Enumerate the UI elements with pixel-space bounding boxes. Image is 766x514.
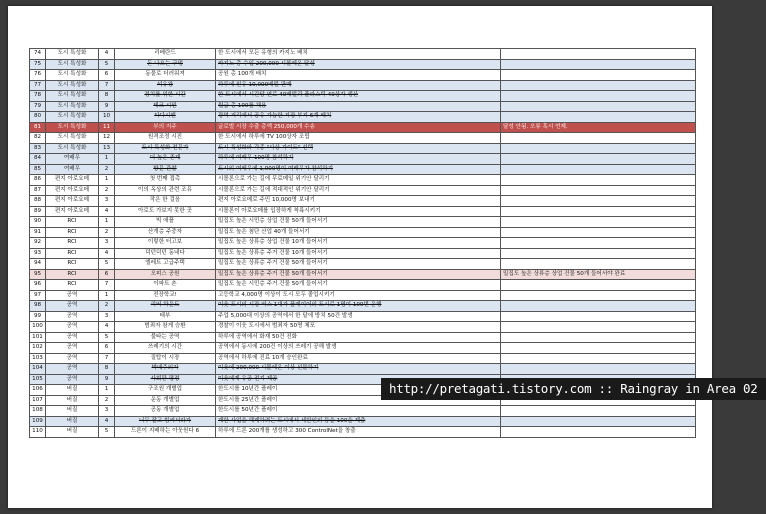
category-cell: 도시 특성화 xyxy=(46,133,99,144)
achievement-condition-cell: 경찰이 이웃 도시에서 범죄자 50명 체포 xyxy=(216,322,501,333)
category-cell: 도시 특성화 xyxy=(46,70,99,81)
note-cell xyxy=(501,91,696,102)
note-cell xyxy=(501,238,696,249)
table-row xyxy=(30,206,696,217)
category-index-cell: 4 xyxy=(99,416,115,427)
note-cell xyxy=(501,343,696,354)
row-number-cell: 75 xyxy=(30,59,46,70)
category-cell: 공역 xyxy=(46,290,99,301)
row-number-cell: 108 xyxy=(30,406,46,417)
category-cell: 버질 xyxy=(46,385,99,396)
achievement-condition-cell: 하루에 드론 200개를 생성하고 300 ControlNet을 창출 xyxy=(216,427,501,438)
row-number-cell: 109 xyxy=(30,416,46,427)
table-row xyxy=(30,248,696,259)
achievement-name-cell: 오피스 공원 xyxy=(115,269,216,280)
achievement-name-cell: 운동 개별업 xyxy=(115,395,216,406)
category-index-cell: 8 xyxy=(99,91,115,102)
watermark-caption: http://pretagati.tistory.com :: Raingray in Area 02 xyxy=(381,378,766,400)
note-cell xyxy=(501,364,696,375)
achievement-condition-cell: 시몰론으로 가는 길에 무료메일 위기안 달리기 xyxy=(216,175,501,186)
category-cell: 편지 아로요메 xyxy=(46,175,99,186)
table-row xyxy=(30,343,696,354)
table-row xyxy=(30,269,696,280)
category-cell: RCI xyxy=(46,269,99,280)
category-index-cell: 2 xyxy=(99,164,115,175)
achievement-name-cell: 도시 특성화 전문가 xyxy=(115,143,216,154)
category-index-cell: 5 xyxy=(99,259,115,270)
table-row xyxy=(30,175,696,186)
note-cell xyxy=(501,59,696,70)
row-number-cell: 104 xyxy=(30,364,46,375)
table-row xyxy=(30,49,696,60)
category-cell: RCI xyxy=(46,248,99,259)
achievement-condition-cell: 하루에 공역에서 화재 50건 진화 xyxy=(216,332,501,343)
table-row xyxy=(30,101,696,112)
table-row xyxy=(30,164,696,175)
row-number-cell: 90 xyxy=(30,217,46,228)
achievement-name-cell: 방문 관찰 xyxy=(115,164,216,175)
category-index-cell: 6 xyxy=(99,343,115,354)
category-index-cell: 1 xyxy=(99,217,115,228)
achievement-condition-cell: 공원 총 100개 배치 xyxy=(216,70,501,81)
achievement-condition-cell: 한도시를 10년간 플레이 xyxy=(216,385,501,396)
note-cell xyxy=(501,112,696,123)
achievement-name-cell: 전장학교! xyxy=(115,290,216,301)
note-cell xyxy=(501,416,696,427)
achievement-condition-cell: 밀집도 높은 상류층 주거 건물 50개 들어서기 xyxy=(216,259,501,270)
achievement-condition-cell: 한도시를 50년간 플레이 xyxy=(216,406,501,417)
category-index-cell: 2 xyxy=(99,395,115,406)
category-cell: 도시 특성화 xyxy=(46,59,99,70)
category-cell: 버질 xyxy=(46,406,99,417)
achievement-condition-cell: 한 도시에서 시간당 연료 40배럴과 플라스틱 40상자 생산 xyxy=(216,91,501,102)
table-row xyxy=(30,154,696,165)
category-cell: 도시 특성화 xyxy=(46,143,99,154)
category-index-cell: 9 xyxy=(99,101,115,112)
achievement-name-cell: 석유왕 xyxy=(115,80,216,91)
achievement-name-cell: 동물로 더러워져 xyxy=(115,70,216,81)
category-cell: 공역 xyxy=(46,332,99,343)
achievement-name-cell: 엘레트 고급주택 xyxy=(115,259,216,270)
achievement-name-cell: 질탑이 시장 xyxy=(115,353,216,364)
note-cell xyxy=(501,206,696,217)
achievement-name-cell: 불타는 공역 xyxy=(115,332,216,343)
category-cell: 버질 xyxy=(46,395,99,406)
table-row xyxy=(30,185,696,196)
note-cell xyxy=(501,322,696,333)
note-cell xyxy=(501,101,696,112)
achievement-condition-cell: 편지 아로요메로 주민 10,000명 보내기 xyxy=(216,196,501,207)
table-row xyxy=(30,332,696,343)
achievement-condition-cell: 하루에 여배우 100명 참석하기 xyxy=(216,154,501,165)
category-cell: 도시 특성화 xyxy=(46,80,99,91)
row-number-cell: 102 xyxy=(30,343,46,354)
achievement-name-cell: 테크 시민 xyxy=(115,101,216,112)
row-number-cell: 84 xyxy=(30,154,46,165)
category-index-cell: 5 xyxy=(99,427,115,438)
table-row xyxy=(30,143,696,154)
category-index-cell: 6 xyxy=(99,269,115,280)
note-cell xyxy=(501,311,696,322)
row-number-cell: 97 xyxy=(30,290,46,301)
achievement-condition-cell: 한 도시에서 모든 유형의 카지노 배치 xyxy=(216,49,501,60)
category-cell: 도시 특성화 xyxy=(46,112,99,123)
achievement-condition-cell: 이웃에 200,000 시몰레온 이상 선물하기 xyxy=(216,364,501,375)
achievement-condition-cell: 이웃 도시의 시장 버스 1대가 플레이어의 도시로 1명이 100번 운행 xyxy=(216,301,501,312)
category-index-cell: 3 xyxy=(99,196,115,207)
row-number-cell: 98 xyxy=(30,301,46,312)
category-index-cell: 1 xyxy=(99,385,115,396)
row-number-cell: 107 xyxy=(30,395,46,406)
achievement-condition-cell: 밀집도 높은 상류층 주거 건물 10개 들어서기 xyxy=(216,248,501,259)
table-row xyxy=(30,59,696,70)
achievement-name-cell: 돈 나오는 구멍 xyxy=(115,59,216,70)
table-row xyxy=(30,112,696,123)
category-cell: RCI xyxy=(46,280,99,291)
row-number-cell: 106 xyxy=(30,385,46,396)
achievement-condition-cell: 광역 거리에서 공유 가능한 저장 부지 6개 배치 xyxy=(216,112,501,123)
row-number-cell: 110 xyxy=(30,427,46,438)
note-cell xyxy=(501,175,696,186)
achievement-name-cell: 작은 한 걸음 xyxy=(115,196,216,207)
achievement-condition-cell: 시몰론이 아로요메를 입장하게 착륙시키기 xyxy=(216,206,501,217)
note-cell xyxy=(501,248,696,259)
category-index-cell: 11 xyxy=(99,122,115,133)
achievement-condition-cell: 한도시를 25년간 플레이 xyxy=(216,395,501,406)
category-index-cell: 9 xyxy=(99,374,115,385)
note-cell xyxy=(501,353,696,364)
note-cell xyxy=(501,49,696,60)
category-cell: 도시 특성화 xyxy=(46,101,99,112)
achievement-condition-cell: 공역에서 동시에 200건 이상의 쓰레기 공해 발생 xyxy=(216,343,501,354)
row-number-cell: 96 xyxy=(30,280,46,291)
category-cell: 여배우 xyxy=(46,154,99,165)
row-number-cell: 83 xyxy=(30,143,46,154)
achievement-name-cell: 사회판 평정 xyxy=(115,374,216,385)
note-cell xyxy=(501,143,696,154)
category-index-cell: 2 xyxy=(99,227,115,238)
category-index-cell: 1 xyxy=(99,175,115,186)
row-number-cell: 99 xyxy=(30,311,46,322)
category-cell: 편지 아로요메 xyxy=(46,185,99,196)
achievement-condition-cell: 시몰론으로 가는 길에 적대적인 위기안 달리기 xyxy=(216,185,501,196)
row-number-cell: 89 xyxy=(30,206,46,217)
achievement-name-cell: 리버 하운드 xyxy=(115,301,216,312)
row-number-cell: 103 xyxy=(30,353,46,364)
note-cell xyxy=(501,290,696,301)
table-row xyxy=(30,311,696,322)
table-row xyxy=(30,133,696,144)
note-cell xyxy=(501,301,696,312)
category-cell: 편지 아로요메 xyxy=(46,196,99,207)
category-cell: RCI xyxy=(46,227,99,238)
category-index-cell: 5 xyxy=(99,332,115,343)
row-number-cell: 92 xyxy=(30,238,46,249)
achievement-condition-cell: 밀집도 높은 첨단 산업 40개 들어서기 xyxy=(216,227,501,238)
achievement-name-cell: 더 높은 존재 xyxy=(115,154,216,165)
achievement-name-cell: 이렇한 터고보 xyxy=(115,238,216,249)
note-cell: 달성 안됨. 오류 혹시 언제. xyxy=(501,122,696,133)
row-number-cell: 86 xyxy=(30,175,46,186)
note-cell xyxy=(501,133,696,144)
row-number-cell: 78 xyxy=(30,91,46,102)
note-cell: 밀집도 높은 상류층 상업 건물 50개 들어서야 완료 xyxy=(501,269,696,280)
table-row xyxy=(30,217,696,228)
table-row xyxy=(30,406,696,417)
category-index-cell: 3 xyxy=(99,238,115,249)
note-cell xyxy=(501,332,696,343)
note-cell xyxy=(501,196,696,207)
category-index-cell: 12 xyxy=(99,133,115,144)
category-index-cell: 4 xyxy=(99,49,115,60)
achievement-condition-cell: 밀집도 높은 시민층 주거 건물 50개 들어서기 xyxy=(216,280,501,291)
note-cell xyxy=(501,227,696,238)
table-row xyxy=(30,196,696,207)
row-number-cell: 95 xyxy=(30,269,46,280)
category-cell: 공역 xyxy=(46,301,99,312)
achievement-condition-cell: 주업 5,000대 이상의 공역에서 한 달에 방치 50건 발생 xyxy=(216,311,501,322)
note-cell xyxy=(501,280,696,291)
note-cell xyxy=(501,185,696,196)
row-number-cell: 77 xyxy=(30,80,46,91)
achievement-name-cell: 아로도 가보지 못한 곳 xyxy=(115,206,216,217)
achievement-name-cell: 태부 xyxy=(115,311,216,322)
row-number-cell: 80 xyxy=(30,112,46,123)
row-number-cell: 94 xyxy=(30,259,46,270)
achievement-condition-cell: 밀집도 높은 상류층 주거 건물 50개 들어서기 xyxy=(216,269,501,280)
category-cell: 도시 특성화 xyxy=(46,122,99,133)
category-cell: 버질 xyxy=(46,427,99,438)
row-number-cell: 76 xyxy=(30,70,46,81)
achievement-condition-cell: 월급 총 100를 채용 xyxy=(216,101,501,112)
achievement-condition-cell: 재한 사업을 해제하려는 도시에서 세한인의 등을 100을 제출 xyxy=(216,416,501,427)
row-number-cell: 91 xyxy=(30,227,46,238)
table-row xyxy=(30,280,696,291)
achievement-name-cell: 산개층 주중자 xyxy=(115,227,216,238)
achievement-name-cell: 공동 개별업 xyxy=(115,406,216,417)
table-row xyxy=(30,80,696,91)
achievement-name-cell: 원격조정 시진 xyxy=(115,133,216,144)
achievement-name-cell: 이파트 촌 xyxy=(115,280,216,291)
achievement-name-cell: 타다시엔 xyxy=(115,112,216,123)
category-cell: RCI xyxy=(46,259,99,270)
achievement-name-cell: 이의 옥상의 관련 조유 xyxy=(115,185,216,196)
category-index-cell: 8 xyxy=(99,364,115,375)
achievement-name-cell: 첫 번째 접촉 xyxy=(115,175,216,186)
category-cell: 편지 아로요메 xyxy=(46,206,99,217)
table-row xyxy=(30,122,696,133)
row-number-cell: 93 xyxy=(30,248,46,259)
category-index-cell: 10 xyxy=(99,112,115,123)
category-index-cell: 4 xyxy=(99,206,115,217)
table-row xyxy=(30,353,696,364)
achievement-condition-cell: 하루에 원유 10,000배럴 판매 xyxy=(216,80,501,91)
table-row xyxy=(30,364,696,375)
achievement-condition-cell: 한 도시에서 하루에 TV 100상자 조립 xyxy=(216,133,501,144)
row-number-cell: 101 xyxy=(30,332,46,343)
achievement-condition-cell: 글로벌 시장 수출 총액 250,000개 수송 xyxy=(216,122,501,133)
category-cell: RCI xyxy=(46,238,99,249)
category-index-cell: 4 xyxy=(99,322,115,333)
achievement-name-cell: 부의 지주 xyxy=(115,122,216,133)
category-index-cell: 7 xyxy=(99,353,115,364)
category-cell: 공역 xyxy=(46,353,99,364)
category-index-cell: 13 xyxy=(99,143,115,154)
achievement-name-cell: 덕던덕던 동네다 xyxy=(115,248,216,259)
category-index-cell: 3 xyxy=(99,406,115,417)
category-cell: 공역 xyxy=(46,374,99,385)
achievement-name-cell: 박애주의자 xyxy=(115,364,216,375)
row-number-cell: 88 xyxy=(30,196,46,207)
achievement-condition-cell: 밀집도 높은 상류층 상업 건물 10개 들어서기 xyxy=(216,238,501,249)
row-number-cell: 81 xyxy=(30,122,46,133)
table-row xyxy=(30,227,696,238)
row-number-cell: 100 xyxy=(30,322,46,333)
achievement-condition-cell: 고등학교 4,000명 이상이 도시 모두 졸업시키기 xyxy=(216,290,501,301)
note-cell xyxy=(501,154,696,165)
row-number-cell: 85 xyxy=(30,164,46,175)
category-cell: 도시 특성화 xyxy=(46,49,99,60)
row-number-cell: 74 xyxy=(30,49,46,60)
achievement-name-cell: 범죄자 참게 승환 xyxy=(115,322,216,333)
category-cell: 도시 특성화 xyxy=(46,91,99,102)
table-row xyxy=(30,416,696,427)
category-cell: 공역 xyxy=(46,311,99,322)
achievement-name-cell: 쓰레기의 시간 xyxy=(115,343,216,354)
category-cell: 공역 xyxy=(46,322,99,333)
achievement-name-cell: 리베란드 xyxy=(115,49,216,60)
table-row xyxy=(30,290,696,301)
row-number-cell: 105 xyxy=(30,374,46,385)
achievement-name-cell: 구조원 개별업 xyxy=(115,385,216,396)
table-row xyxy=(30,259,696,270)
table-row xyxy=(30,91,696,102)
achievement-name-cell: 너무 잘고 힘써서라가 xyxy=(115,416,216,427)
row-number-cell: 79 xyxy=(30,101,46,112)
note-cell xyxy=(501,427,696,438)
achievement-condition-cell: 카지노 총 수입 200,000 시몰레온 달성 xyxy=(216,59,501,70)
achievement-name-cell: 정치를 위한 시간 xyxy=(115,91,216,102)
achievement-condition-cell: 밀집도 높은 시민층 상업 건물 50개 들어서기 xyxy=(216,217,501,228)
category-cell: 버질 xyxy=(46,416,99,427)
note-cell xyxy=(501,259,696,270)
achievement-condition-cell: 이웃에게 유공 전기 제공 xyxy=(216,374,501,385)
category-index-cell: 7 xyxy=(99,280,115,291)
category-cell: 공역 xyxy=(46,364,99,375)
table-row xyxy=(30,301,696,312)
achievement-condition-cell: 도시의 여배우에 1,000명이 여배우가 참석하기 xyxy=(216,164,501,175)
achievement-name-cell: 드론이 지배하는 아웃원다 6 xyxy=(115,427,216,438)
category-index-cell: 6 xyxy=(99,70,115,81)
row-number-cell: 87 xyxy=(30,185,46,196)
category-index-cell: 1 xyxy=(99,290,115,301)
note-cell xyxy=(501,164,696,175)
category-cell: RCI xyxy=(46,217,99,228)
table-row xyxy=(30,427,696,438)
note-cell xyxy=(501,217,696,228)
table-row xyxy=(30,238,696,249)
note-cell xyxy=(501,406,696,417)
row-number-cell: 82 xyxy=(30,133,46,144)
table-row xyxy=(30,70,696,81)
category-index-cell: 1 xyxy=(99,154,115,165)
category-index-cell: 3 xyxy=(99,311,115,322)
note-cell xyxy=(501,70,696,81)
category-index-cell: 4 xyxy=(99,248,115,259)
category-index-cell: 7 xyxy=(99,80,115,91)
achievement-condition-cell: 도시 특성화와 각종 "사상 가이드" 선택 xyxy=(216,143,501,154)
category-index-cell: 5 xyxy=(99,59,115,70)
category-index-cell: 2 xyxy=(99,301,115,312)
achievement-condition-cell: 공역에서 하루에 진료 10개 승인완료 xyxy=(216,353,501,364)
category-index-cell: 2 xyxy=(99,185,115,196)
note-cell xyxy=(501,80,696,91)
table-row xyxy=(30,322,696,333)
achievement-name-cell: 빅 애플 xyxy=(115,217,216,228)
category-cell: 공역 xyxy=(46,343,99,354)
category-cell: 여배우 xyxy=(46,164,99,175)
